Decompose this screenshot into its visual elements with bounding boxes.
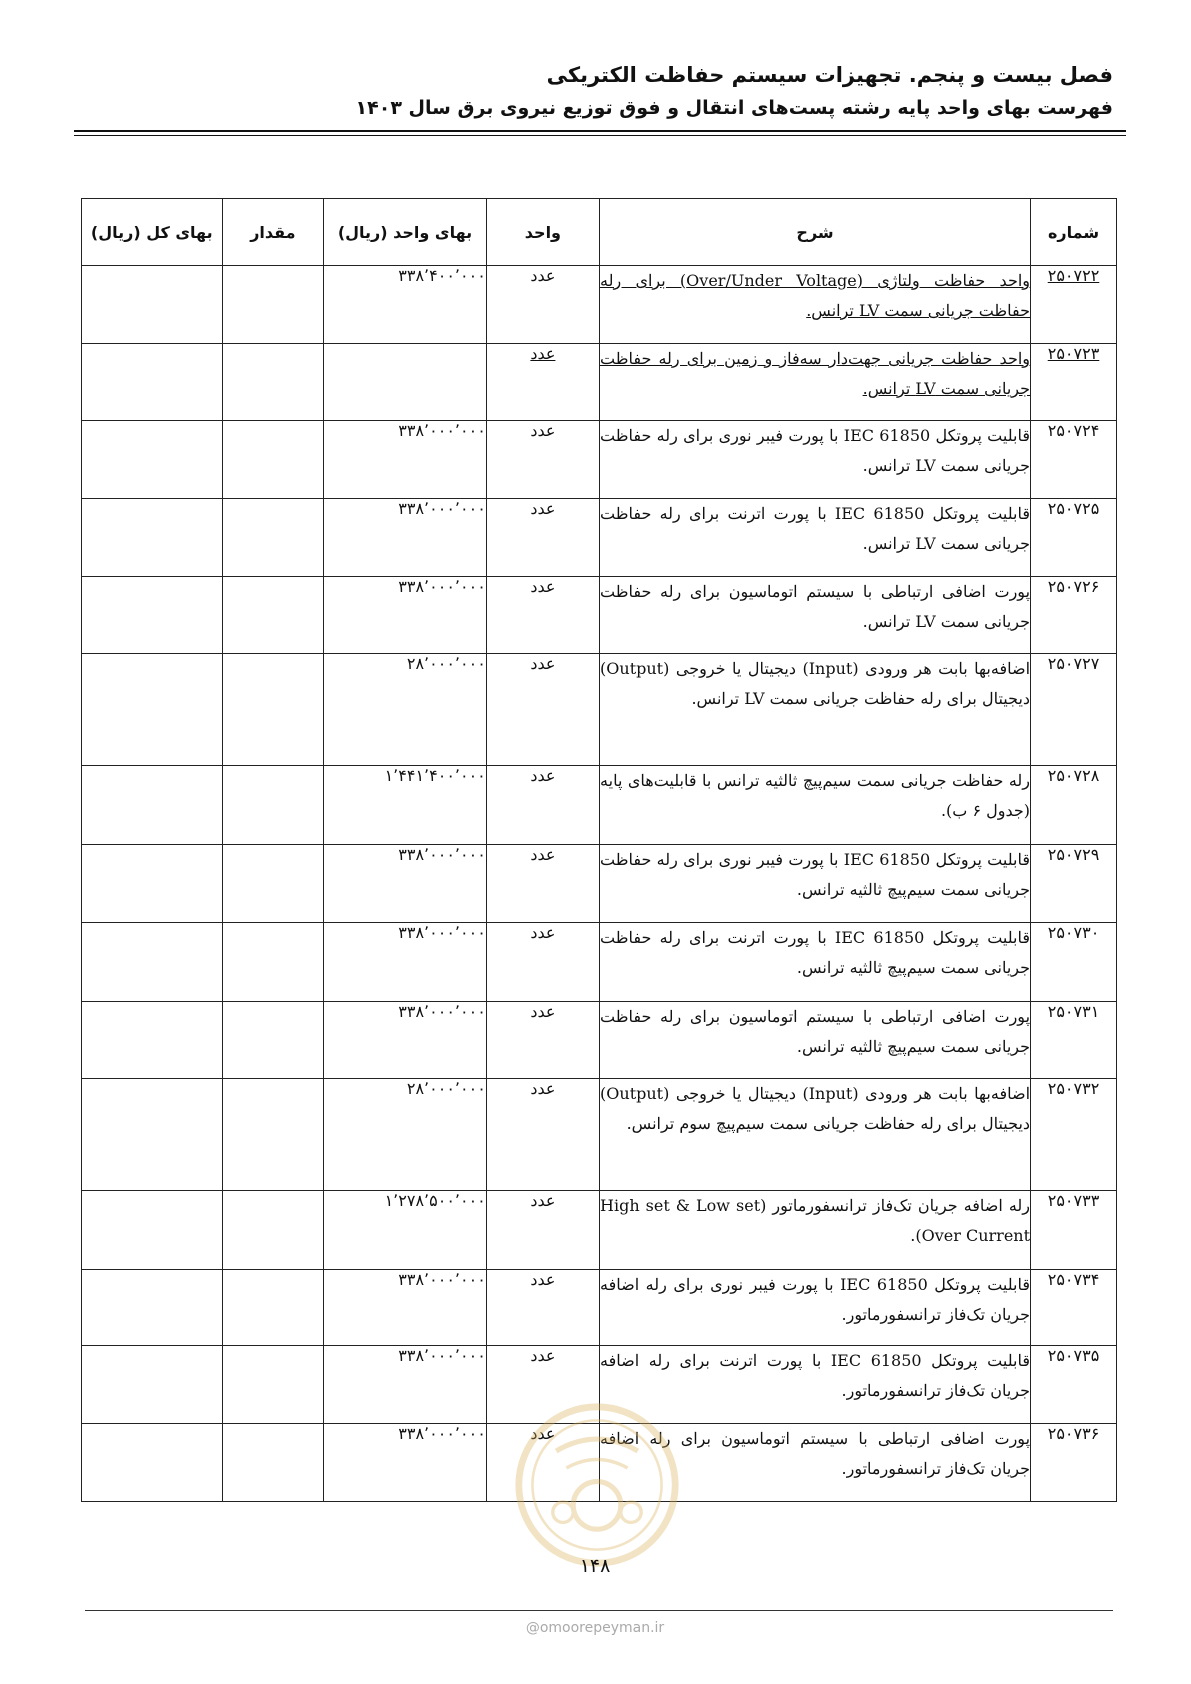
row-description: اضافه‌بها بابت هر ورودی (Input) دیجیتال یا خروجی (Output) دیجیتال برای رله حفاظت جریانی سمت LV ترانس. bbox=[600, 654, 1031, 766]
row-description: واحد حفاظت ولتاژی (Over/Under Voltage) برای رله حفاظت جریانی سمت LV ترانس. bbox=[600, 266, 1031, 344]
header-number: شماره bbox=[1031, 199, 1117, 266]
row-quantity bbox=[222, 344, 324, 421]
row-number: ۲۵۰۷۳۲ bbox=[1031, 1079, 1117, 1191]
row-quantity bbox=[222, 421, 324, 499]
row-unit-price: ۳۳۸٬۰۰۰٬۰۰۰ bbox=[324, 1002, 487, 1079]
row-number: ۲۵۰۷۲۴ bbox=[1031, 421, 1117, 499]
table-row bbox=[82, 1270, 1117, 1346]
row-quantity bbox=[222, 1002, 324, 1079]
row-unit: عدد bbox=[486, 845, 599, 923]
row-description: قابلیت پروتکل IEC 61850 با پورت فیبر نوری برای رله اضافه جریان تک‌فاز ترانسفورماتور. bbox=[600, 1270, 1031, 1346]
row-description: پورت اضافی ارتباطی با سیستم اتوماسیون برای رله حفاظت جریانی سمت LV ترانس. bbox=[600, 577, 1031, 654]
footer-rule bbox=[85, 1610, 1113, 1611]
header-unit-price: بهای واحد (ریال) bbox=[324, 199, 487, 266]
row-description: قابلیت پروتکل IEC 61850 با پورت فیبر نوری برای رله حفاظت جریانی سمت LV ترانس. bbox=[600, 421, 1031, 499]
row-description: رله اضافه جریان تک‌فاز ترانسفورماتور (High set & Low set Over Current). bbox=[600, 1191, 1031, 1270]
table-row bbox=[82, 1079, 1117, 1191]
row-quantity bbox=[222, 1424, 324, 1502]
row-quantity bbox=[222, 845, 324, 923]
row-unit-price: ۱٬۲۷۸٬۵۰۰٬۰۰۰ bbox=[324, 1191, 487, 1270]
row-unit-price: ۳۳۸٬۰۰۰٬۰۰۰ bbox=[324, 1270, 487, 1346]
document-title: فهرست بهای واحد پایه رشته پست‌های انتقال و فوق توزیع نیروی برق سال ۱۴۰۳ bbox=[355, 97, 1113, 119]
row-number: ۲۵۰۷۲۸ bbox=[1031, 766, 1117, 845]
row-unit: عدد bbox=[486, 1270, 599, 1346]
row-description: رله حفاظت جریانی سمت سیم‌پیچ ثالثیه ترانس با قابلیت‌های پایه (جدول ۶ ب). bbox=[600, 766, 1031, 845]
row-unit-price: ۳۳۸٬۰۰۰٬۰۰۰ bbox=[324, 577, 487, 654]
row-unit: عدد bbox=[486, 266, 599, 344]
row-unit: عدد bbox=[486, 654, 599, 766]
price-list-table bbox=[81, 198, 1117, 1502]
row-unit: عدد bbox=[486, 1002, 599, 1079]
row-number: ۲۵۰۷۳۴ bbox=[1031, 1270, 1117, 1346]
table-row bbox=[82, 923, 1117, 1002]
row-unit-price: ۱٬۴۴۱٬۴۰۰٬۰۰۰ bbox=[324, 766, 487, 845]
row-number: ۲۵۰۷۳۶ bbox=[1031, 1424, 1117, 1502]
table-row bbox=[82, 266, 1117, 344]
row-unit-price: ۳۳۸٬۰۰۰٬۰۰۰ bbox=[324, 421, 487, 499]
table-row bbox=[82, 654, 1117, 766]
row-quantity bbox=[222, 577, 324, 654]
row-total bbox=[82, 766, 223, 845]
row-unit: عدد bbox=[486, 421, 599, 499]
row-description: قابلیت پروتکل IEC 61850 با پورت اترنت برای رله حفاظت جریانی سمت LV ترانس. bbox=[600, 499, 1031, 577]
row-unit-price: ۳۳۸٬۰۰۰٬۰۰۰ bbox=[324, 923, 487, 1002]
table-row bbox=[82, 845, 1117, 923]
row-number: ۲۵۰۷۳۱ bbox=[1031, 1002, 1117, 1079]
row-unit-price: ۳۳۸٬۰۰۰٬۰۰۰ bbox=[324, 1424, 487, 1502]
chapter-title: فصل بیست و پنجم. تجهیزات سیستم حفاظت الکتریکی bbox=[546, 63, 1113, 87]
row-total bbox=[82, 577, 223, 654]
row-unit: عدد bbox=[486, 577, 599, 654]
table-header-row bbox=[82, 199, 1117, 266]
row-total bbox=[82, 421, 223, 499]
row-description: پورت اضافی ارتباطی با سیستم اتوماسیون برای رله اضافه جریان تک‌فاز ترانسفورماتور. bbox=[600, 1424, 1031, 1502]
header-total-price: بهای کل (ریال) bbox=[82, 199, 223, 266]
table-row bbox=[82, 766, 1117, 845]
row-description: قابلیت پروتکل IEC 61850 با پورت اترنت برای رله اضافه جریان تک‌فاز ترانسفورماتور. bbox=[600, 1346, 1031, 1424]
row-number: ۲۵۰۷۲۲ bbox=[1031, 266, 1117, 344]
row-total bbox=[82, 266, 223, 344]
row-total bbox=[82, 1346, 223, 1424]
header-quantity: مقدار bbox=[222, 199, 324, 266]
row-unit: عدد bbox=[486, 499, 599, 577]
row-total bbox=[82, 1079, 223, 1191]
row-unit: عدد bbox=[486, 1191, 599, 1270]
watermark-seal-icon bbox=[512, 1400, 682, 1570]
row-number: ۲۵۰۷۳۳ bbox=[1031, 1191, 1117, 1270]
row-number: ۲۵۰۷۲۶ bbox=[1031, 577, 1117, 654]
header-rule-thick bbox=[74, 130, 1126, 132]
row-unit-price: ۳۳۸٬۰۰۰٬۰۰۰ bbox=[324, 1346, 487, 1424]
row-description: پورت اضافی ارتباطی با سیستم اتوماسیون برای رله حفاظت جریانی سمت سیم‌پیچ ثالثیه ترانس. bbox=[600, 1002, 1031, 1079]
row-unit: عدد bbox=[486, 1346, 599, 1424]
row-number: ۲۵۰۷۳۰ bbox=[1031, 923, 1117, 1002]
row-description: قابلیت پروتکل IEC 61850 با پورت فیبر نوری برای رله حفاظت جریانی سمت سیم‌پیچ ثالثیه ترانس. bbox=[600, 845, 1031, 923]
row-unit-price: ۳۳۸٬۰۰۰٬۰۰۰ bbox=[324, 845, 487, 923]
row-quantity bbox=[222, 1079, 324, 1191]
row-description: قابلیت پروتکل IEC 61850 با پورت اترنت برای رله حفاظت جریانی سمت سیم‌پیچ ثالثیه ترانس. bbox=[600, 923, 1031, 1002]
table-row bbox=[82, 421, 1117, 499]
row-unit: عدد bbox=[486, 766, 599, 845]
row-unit: عدد bbox=[486, 1079, 599, 1191]
header-description: شرح bbox=[600, 199, 1031, 266]
row-total bbox=[82, 923, 223, 1002]
header-unit: واحد bbox=[486, 199, 599, 266]
row-number: ۲۵۰۷۲۵ bbox=[1031, 499, 1117, 577]
row-number: ۲۵۰۷۲۳ bbox=[1031, 344, 1117, 421]
row-total bbox=[82, 499, 223, 577]
row-description: اضافه‌بها بابت هر ورودی (Input) دیجیتال یا خروجی (Output) دیجیتال برای رله حفاظت جریانی سمت سیم‌پیچ سوم ترانس. bbox=[600, 1079, 1031, 1191]
table-row bbox=[82, 1002, 1117, 1079]
header-rule-thin bbox=[74, 135, 1126, 136]
row-unit: عدد bbox=[486, 1424, 599, 1502]
row-quantity bbox=[222, 1191, 324, 1270]
row-number: ۲۵۰۷۳۵ bbox=[1031, 1346, 1117, 1424]
row-description: واحد حفاظت جریانی جهت‌دار سه‌فاز و زمین برای رله حفاظت جریانی سمت LV ترانس. bbox=[600, 344, 1031, 421]
row-quantity bbox=[222, 1346, 324, 1424]
table-row bbox=[82, 499, 1117, 577]
row-total bbox=[82, 845, 223, 923]
row-quantity bbox=[222, 923, 324, 1002]
page-header bbox=[73, 58, 1113, 124]
table-row bbox=[82, 1191, 1117, 1270]
row-quantity bbox=[222, 1270, 324, 1346]
row-quantity bbox=[222, 499, 324, 577]
row-quantity bbox=[222, 654, 324, 766]
row-total bbox=[82, 1424, 223, 1502]
row-total bbox=[82, 654, 223, 766]
row-total bbox=[82, 1270, 223, 1346]
row-unit-price: ۳۳۸٬۴۰۰٬۰۰۰ bbox=[324, 266, 487, 344]
table-row bbox=[82, 577, 1117, 654]
row-total bbox=[82, 344, 223, 421]
footer-website: @omoorepeyman.ir bbox=[525, 1620, 665, 1636]
row-unit: عدد bbox=[486, 344, 599, 421]
row-number: ۲۵۰۷۲۹ bbox=[1031, 845, 1117, 923]
row-unit-price: ۳۳۸٬۰۰۰٬۰۰۰ bbox=[324, 499, 487, 577]
row-unit-price: ۲۸٬۰۰۰٬۰۰۰ bbox=[324, 1079, 487, 1191]
row-unit-price: ۲۸٬۰۰۰٬۰۰۰ bbox=[324, 654, 487, 766]
page-number: ۱۴۸ bbox=[579, 1555, 611, 1577]
row-number: ۲۵۰۷۲۷ bbox=[1031, 654, 1117, 766]
row-unit-price bbox=[324, 344, 487, 421]
row-total bbox=[82, 1191, 223, 1270]
row-unit: عدد bbox=[486, 923, 599, 1002]
table-row bbox=[82, 344, 1117, 421]
row-total bbox=[82, 1002, 223, 1079]
row-quantity bbox=[222, 766, 324, 845]
row-quantity bbox=[222, 266, 324, 344]
